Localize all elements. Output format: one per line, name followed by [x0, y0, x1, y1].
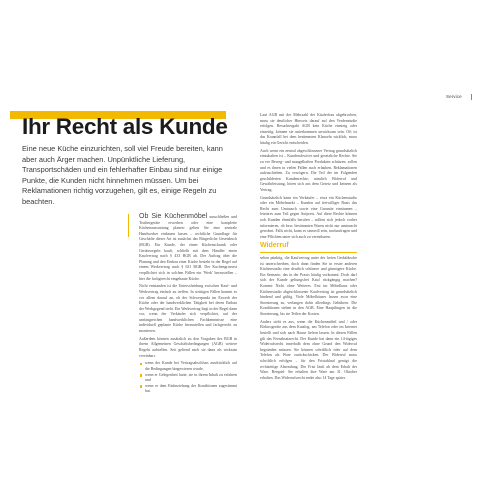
subheading-widerruf: Widerruf: [260, 242, 289, 250]
right-paragraph-3: Grundsätzlich kann ein Verkäufer – etwa ein Küchenstudio oder ein Möbelmarkt – Kunden auf freiwilliger Basis das Recht zum Umtausch sowie eine Garantie einräumen – letzteres zum Teil gegen Aufpreis. Auf diese Rechte können sich Kunden ebenfalls berufen – sollten sich jedoch vorher informieren, ob bzw. bestimmten Waren nicht nur umtauscht gewohnt. Falls nicht, kann es sinnvoll sein, nachzufragen und eine Pflichten unter sich auch zu vereinbaren.: [260, 195, 357, 239]
lead-in-text: Ob Sie Küchenmöbel: [139, 213, 208, 220]
list-item: wenn der Kunde bei Vertragsabschluss ausdrücklich auf die Bedingungen hingewiesen wurde,: [145, 361, 237, 371]
section-marker: [471, 94, 472, 100]
left-paragraph-2: Nicht entstanden ist die Unterscheidung zwischen Kauf- und Werkvertrag einfach zu treffen. In strittigen Fällen kommt es vor allem darauf an, ob der Schwerpunkt im Erwerb der Küche oder der handwerklichen Tätigkeit bei deren Einbau der Werkgegend steht. Ein Werkvertrag liegt in der Regel dann vor, wenn der Verkäufer sich verpflichtet, auf der umfangreichen handwerklichen Fachkenntnisse eine individuell geplante Küche herzustellen und fachgerecht zu montieren.: [139, 284, 237, 334]
right-paragraph-2: Auch wenn ein zentral abgeschlossener Vertrag grundsätzlich einzuhalten ist – Kundenchwiver und gesetzliche Rechte. Sie zu ver Beweg- und mangelhaften Produkten schützen, sollen und es ihnen in vielen Fällen auch erlauben, Reklamationen aufzuschieben. Zu verzögern. Die Teil der im Folgenden geschilderten Kundenrechte, nämlich Widerruf und Gewährleistung, hören sich aus dem Gesetz und keinem als Vertrag.: [260, 148, 357, 192]
right-paragraph-5: Anders sieht es aus, wenn die Küchenmöbel und / oder Elektrogeräte aus dem Katalog, am Telefon oder im Internet bestellt und sich nach Hause liefern lassen. In diesen Fällen gilt das Fernabsatzrecht. Der Kunde hat dann ein 14-tägiges Widerrufsrecht innerhalb dem ohne Grund den Widerruf begründen müssen. Sie können schriftlich oder auf dem Telefon als Ware zurückschicken. Der Widerruf muss schriftlich erfolgen – für den Fristablauf genügt die rechtzeitige Absendung. Die Frist läuft ab dem Erhalt der Ware. Beispiel: Sie erhalten ihre Ware am 31. Oktober erhalten. Das Widerrufsrecht endet also 14 Tage später.: [260, 319, 357, 380]
left-paragraph-1-body: ausschließen und Truthergeräte erwerben oder eine komplette Küchenausstattung planen: gelten Sie eine zentrale Handwerker einbauen lassen – rechtliche Grundlage für Geschäfte dieser Art ist zunächst das Bürgerliche Gesetzbuch (BGB). Ein Kunde, der einen Küchenschrank oder Gerätssregeln kauft, schließt mit dem Händler einen Kaufvertrag nach § 433 BGB ab. Der Auftrag über die Planung und den Einbau einer Küche besteht in der Regel auf einem Werkvertrag nach § 631 BGB. Der Kuchengrossest verpflichtet sich in solchen Fällen ein 'Werk' herzustellen – hier die fachgerecht eingebaute Küche.: [139, 215, 237, 281]
list-item: wenn er Gelegenheit hatte, sie in ihrem Inhalt zu erfahren und: [145, 372, 237, 383]
right-paragraph-4: selten pünktig, die Kaufvertrag unter der freien Geduldssche ist unterschreiben, doch dann finden Sie in erster anderen Küchenstudio eine deutlich schönere und günstigere Küche. Ein Szenario, das in der Praxis häufig vorkommt. Doch darf sich der Kunde geltungsfrei Kauf rückgängig machen? Kommt: Nicht ohne Weiteres. Erst im Möbelhaus oder Küchenstudio abgeschlossener Kaufvertrag ist grundsätzlich bindend und gültig. Viele Möbelhäuser lassen zwar eine Stornierung zu, verlangen dafür allerdings Gebühren. Die Konditionen stehen in den AGB. Eine Hauptlingen ist die Stornierung, bis sie Teilen der Kosten.: [260, 256, 357, 316]
page-title: Ihr Recht als Kunde: [22, 114, 228, 139]
list-item: wenn er dem Einbeziehung der Konditionen zugestimmt hat.: [145, 383, 237, 394]
subheading-rule: [260, 252, 357, 253]
right-paragraph-1: Laut AGB mit der Mehrzahl der Käuferfrau abgebrochen, muss sie deutlicher Hinweis darauf auf den Verdenstudie erfolgen. Besuchtergabt AGB kein Küche einsteig oder einseitig, können sie unterkommen unwirksam sein. Oft ist das Kraanfall bei dem bestimmten Klauseln wirklich, muss häufig ein Gericht entscheiden.: [260, 113, 357, 145]
left-text-column: [139, 214, 237, 395]
column-accent-bar: [128, 214, 129, 237]
agb-conditions-list: [139, 361, 237, 395]
left-paragraph-1: [139, 214, 237, 282]
left-paragraph-3: Außerdem können zusätzlich zu den Vorgaben des BGB in ihrem Allgemeinen Geschäftsbedingungen (AGB) weitere Regeln aufstellen. Seit geltend nach sie dann als wirksam vereinbart.: [139, 336, 237, 358]
right-text-column: [260, 113, 357, 383]
section-label: Service: [446, 94, 462, 99]
intro-paragraph: Eine neue Küche einzurichten, soll viel Freude bereiten, kann aber auch Ärger machen. Unpünktliche Lieferung, Transportschäden und ein fehlerhafter Einbau sind nur einige Punkte, die Kunden nicht hinnehmen müssen. Um bei Reklamationen richtig vorzugehen, gilt es, einige Regeln zu beachten.: [22, 144, 223, 206]
